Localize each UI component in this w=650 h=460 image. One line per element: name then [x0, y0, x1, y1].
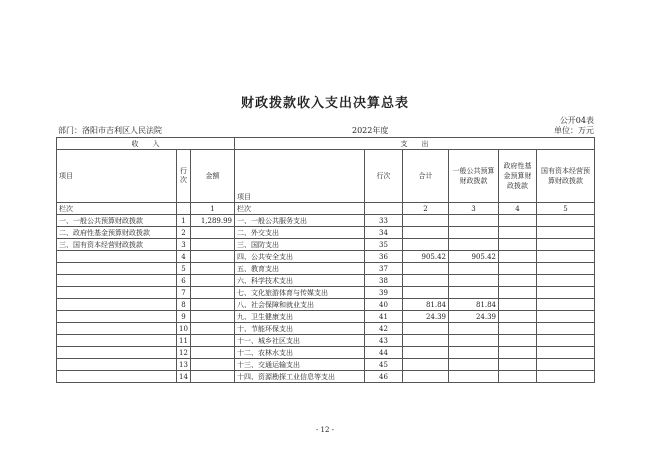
- general-budget-amount: [449, 227, 499, 239]
- table-row: [57, 251, 595, 263]
- general-budget-amount: [449, 275, 499, 287]
- expense-row-number: 33: [365, 215, 403, 227]
- state-capital-amount: [537, 239, 595, 251]
- table-row: [57, 215, 595, 227]
- income-row-number: 12: [177, 347, 191, 359]
- gov-fund-amount: [499, 215, 537, 227]
- form-number: 公开04表: [559, 116, 594, 125]
- total-amount: [403, 227, 449, 239]
- general-budget-amount: [449, 335, 499, 347]
- general-budget-amount: [449, 287, 499, 299]
- income-row-number: 3: [177, 239, 191, 251]
- table-row: [57, 263, 595, 275]
- income-amount: [191, 239, 235, 251]
- state-capital-header: 国有资本经营预算财政拨款: [537, 150, 595, 203]
- total-amount: [403, 335, 449, 347]
- table-row: [57, 311, 595, 323]
- gov-fund-amount: [499, 227, 537, 239]
- total-amount: [403, 275, 449, 287]
- gov-fund-amount: [499, 311, 537, 323]
- state-capital-amount: [537, 371, 595, 383]
- income-item: [57, 275, 177, 287]
- column-index-4: 4: [499, 203, 537, 215]
- column-index-1: 1: [191, 203, 235, 215]
- total-amount: 905.42: [403, 251, 449, 263]
- general-budget-amount: [449, 263, 499, 275]
- general-budget-amount: [449, 215, 499, 227]
- state-capital-amount: [537, 251, 595, 263]
- income-item: [57, 347, 177, 359]
- column-index-empty: [177, 203, 191, 215]
- expense-item: 一、一般公共服务支出: [235, 215, 365, 227]
- income-amount: [191, 275, 235, 287]
- table-row: [57, 359, 595, 371]
- total-amount: 24.39: [403, 311, 449, 323]
- state-capital-amount: [537, 299, 595, 311]
- gov-fund-amount: [499, 335, 537, 347]
- income-item: [57, 251, 177, 263]
- expense-item: 六、科学技术支出: [235, 275, 365, 287]
- expense-item: 三、国防支出: [235, 239, 365, 251]
- income-amount: [191, 287, 235, 299]
- total-amount: 81.84: [403, 299, 449, 311]
- general-budget-amount: [449, 359, 499, 371]
- income-item: [57, 323, 177, 335]
- expense-row-number: 42: [365, 323, 403, 335]
- income-amount: [191, 335, 235, 347]
- expense-row-number: 35: [365, 239, 403, 251]
- total-header: 合计: [403, 150, 449, 203]
- unit-label: 单位：万元: [554, 126, 594, 135]
- expense-row-number: 45: [365, 359, 403, 371]
- general-budget-amount: 81.84: [449, 299, 499, 311]
- gov-fund-amount: [499, 239, 537, 251]
- income-row-number: 1: [177, 215, 191, 227]
- state-capital-amount: [537, 215, 595, 227]
- section-header-row: [57, 138, 595, 150]
- gov-fund-amount: [499, 287, 537, 299]
- gov-fund-amount: [499, 371, 537, 383]
- income-item: [57, 299, 177, 311]
- general-budget-amount: [449, 347, 499, 359]
- expense-row-number: 46: [365, 371, 403, 383]
- column-header-row: [57, 150, 595, 203]
- expense-section-header: 支 出: [235, 138, 595, 150]
- total-amount: [403, 371, 449, 383]
- state-capital-amount: [537, 335, 595, 347]
- expense-row-number: 37: [365, 263, 403, 275]
- income-rowno-header: 行次: [177, 150, 191, 203]
- table-row: [57, 335, 595, 347]
- column-index-empty: [365, 203, 403, 215]
- state-capital-amount: [537, 359, 595, 371]
- gov-fund-amount: [499, 347, 537, 359]
- expense-row-number: 36: [365, 251, 403, 263]
- expense-item: 十一、城乡社区支出: [235, 335, 365, 347]
- state-capital-amount: [537, 287, 595, 299]
- table-row: [57, 299, 595, 311]
- expense-item: 五、教育支出: [235, 263, 365, 275]
- income-amount: 1,289.99: [191, 215, 235, 227]
- income-item-header: 项目: [57, 150, 177, 203]
- expense-item-header: 项目: [235, 150, 365, 203]
- column-index-row: [57, 203, 595, 215]
- expense-row-number: 39: [365, 287, 403, 299]
- income-row-number: 2: [177, 227, 191, 239]
- general-budget-header: 一般公共预算财政拨款: [449, 150, 499, 203]
- column-index-3: 3: [449, 203, 499, 215]
- income-item: [57, 335, 177, 347]
- income-amount: [191, 323, 235, 335]
- income-amount: [191, 347, 235, 359]
- column-label-right: 栏次: [235, 203, 365, 215]
- income-amount: [191, 299, 235, 311]
- column-index-5: 5: [537, 203, 595, 215]
- page-number: - 12 -: [315, 426, 335, 434]
- table-row: [57, 239, 595, 251]
- expense-item: 十四、资源勘探工业信息等支出: [235, 371, 365, 383]
- income-amount: [191, 263, 235, 275]
- expense-row-number: 34: [365, 227, 403, 239]
- table-row: [57, 323, 595, 335]
- general-budget-amount: 24.39: [449, 311, 499, 323]
- income-row-number: 4: [177, 251, 191, 263]
- table-row: [57, 227, 595, 239]
- total-amount: [403, 347, 449, 359]
- income-item: [57, 371, 177, 383]
- column-label-left: 栏次: [57, 203, 177, 215]
- table-row: [57, 287, 595, 299]
- gov-fund-amount: [499, 299, 537, 311]
- income-item: 三、国有资本经营财政拨款: [57, 239, 177, 251]
- total-amount: [403, 239, 449, 251]
- income-row-number: 10: [177, 323, 191, 335]
- income-row-number: 7: [177, 287, 191, 299]
- income-amount: [191, 227, 235, 239]
- state-capital-amount: [537, 347, 595, 359]
- expense-item: 十三、交通运输支出: [235, 359, 365, 371]
- state-capital-amount: [537, 275, 595, 287]
- state-capital-amount: [537, 311, 595, 323]
- state-capital-amount: [537, 227, 595, 239]
- income-amount: [191, 371, 235, 383]
- budget-summary-table: [56, 137, 595, 383]
- expense-row-number: 40: [365, 299, 403, 311]
- income-item: [57, 263, 177, 275]
- income-row-number: 9: [177, 311, 191, 323]
- expense-row-number: 44: [365, 347, 403, 359]
- income-row-number: 5: [177, 263, 191, 275]
- income-row-number: 8: [177, 299, 191, 311]
- total-amount: [403, 323, 449, 335]
- gov-fund-amount: [499, 275, 537, 287]
- state-capital-amount: [537, 323, 595, 335]
- income-item: [57, 287, 177, 299]
- column-index-2: 2: [403, 203, 449, 215]
- expense-item: 四、公共安全支出: [235, 251, 365, 263]
- state-capital-amount: [537, 263, 595, 275]
- income-item: 二、政府性基金预算财政拨款: [57, 227, 177, 239]
- income-row-number: 13: [177, 359, 191, 371]
- income-amount: [191, 311, 235, 323]
- table-row: [57, 371, 595, 383]
- income-row-number: 14: [177, 371, 191, 383]
- expense-row-number: 38: [365, 275, 403, 287]
- income-amount-header: 金额: [191, 150, 235, 203]
- income-amount: [191, 359, 235, 371]
- total-amount: [403, 263, 449, 275]
- expense-item: 十二、农林水支出: [235, 347, 365, 359]
- expense-rowno-header: 行次: [365, 150, 403, 203]
- report-title: 财政拨款收入支出决算总表: [240, 96, 409, 111]
- total-amount: [403, 359, 449, 371]
- expense-item: 十、节能环保支出: [235, 323, 365, 335]
- fiscal-year: 2022年度: [352, 126, 389, 135]
- gov-fund-amount: [499, 359, 537, 371]
- expense-item: 九、卫生健康支出: [235, 311, 365, 323]
- gov-fund-header: 政府性基金预算财政拨款: [499, 150, 537, 203]
- expense-row-number: 41: [365, 311, 403, 323]
- income-item: [57, 359, 177, 371]
- income-item: [57, 311, 177, 323]
- gov-fund-amount: [499, 251, 537, 263]
- income-item: 一、一般公共预算财政拨款: [57, 215, 177, 227]
- table-row: [57, 347, 595, 359]
- expense-item: 八、社会保障和就业支出: [235, 299, 365, 311]
- department-label: 部门：洛阳市吉利区人民法院: [58, 126, 162, 135]
- general-budget-amount: 905.42: [449, 251, 499, 263]
- gov-fund-amount: [499, 263, 537, 275]
- income-section-header: 收 入: [57, 138, 235, 150]
- expense-item: 七、文化旅游体育与传媒支出: [235, 287, 365, 299]
- table-body: [57, 215, 595, 383]
- total-amount: [403, 215, 449, 227]
- general-budget-amount: [449, 323, 499, 335]
- gov-fund-amount: [499, 323, 537, 335]
- expense-item: 二、外交支出: [235, 227, 365, 239]
- table-row: [57, 275, 595, 287]
- general-budget-amount: [449, 371, 499, 383]
- income-row-number: 11: [177, 335, 191, 347]
- income-row-number: 6: [177, 275, 191, 287]
- expense-row-number: 43: [365, 335, 403, 347]
- general-budget-amount: [449, 239, 499, 251]
- income-amount: [191, 251, 235, 263]
- total-amount: [403, 287, 449, 299]
